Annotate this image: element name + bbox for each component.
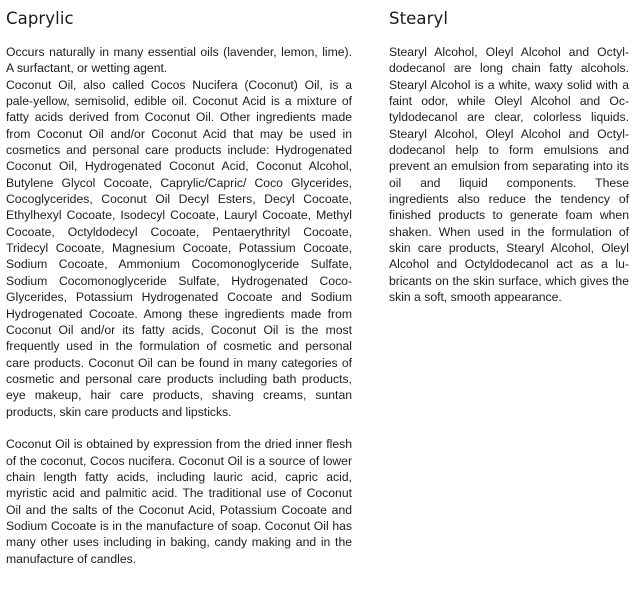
caprylic-column [6, 0, 352, 567]
caprylic-heading: Caprylic [6, 9, 74, 28]
caprylic-intro-paragraph: Occurs naturally in many essential oils (lavender, lemon, lime). A surfactant, or wetting agent. [6, 45, 352, 76]
stearyl-column [389, 0, 629, 306]
stearyl-heading: Stearyl [389, 9, 449, 28]
coconut-oil-source-paragraph: Coconut Oil is obtained by expression from the dried inner flesh of the coconut, Cocos nucifera. Coconut Oil is a source of lower chain length fatty acids, including lauric acid, capric acid, myristic acid and palmitic acid. The traditional use of Coconut Oil and the salts of the Coconut Acid, Potassium Cocoate and Sodium Cocoate is in the manufacture of soap. Coconut Oil has many other uses including in baking, candy making and in the manufacture of candles. [6, 437, 352, 566]
stearyl-paragraph: Stearyl Alcohol, Oleyl Alcohol and Octyldodecanol are long chain fatty alcohols. Stearyl Alcohol is a white, waxy solid with a faint odor, while Oleyl Alcohol and Octyldodecanol are clear, colorless liquids. Stearyl Alcohol, Oleyl Alcohol and Octyldodecanol help to form emulsions and prevent an emulsion from separating into its oil and liquid components. These ingredients also reduce the tendency of finished products to generate foam when shaken. When used in the formulation of skin care products, Stearyl Alcohol, Oleyl Alcohol and Octyldodecanol act as a lubricants on the skin surface, which gives the skin a soft, smooth appearance. [389, 45, 629, 305]
coconut-oil-paragraph: Coconut Oil, also called Cocos Nucifera (Coconut) Oil, is a pale-yellow, semisolid, edible oil. Coconut Acid is a mixture of fatty acids derived from Coconut Oil. Other ingredients made from Coconut Oil and/or Coconut Acid that may be used in cosmetics and personal care products include: Hydrogenated Coconut Oil, Hydrogenated Coconut Acid, Coconut Alcohol, Butylene Glycol Cocoate, Caprylic/Capric/ Coco Glycerides, Cocoglycerides, Coconut Oil Decyl Esters, Decyl Cocoate, Ethylhexyl Cocoate, Isodecyl Cocoate, Lauryl Cocoate, Methyl Cocoate, Octyldodecyl Cocoate, Pentaerythrityl Cocoate, Tridecyl Cocoate, Magnesium Cocoate, Potassium Cocoate, Sodium Cocoate, Ammonium Cocomonoglyceride Sulfate, Sodium Cocomonoglyceride Sulfate, Hydrogenated Coco-Glycerides, Potassium Hydrogenated Cocoate and Sodium Hydrogenated Cocoate. Among these ingredients made from Coconut Oil and/or its fatty acids, Coconut Oil is the most frequently used in the formulation of cosmetic and personal care products. Coconut Oil can be found in many categories of cosmetic and personal care products including bath products, eye makeup, hair care products, shaving creams, suntan products, skin care products and lipsticks. [6, 77, 352, 419]
